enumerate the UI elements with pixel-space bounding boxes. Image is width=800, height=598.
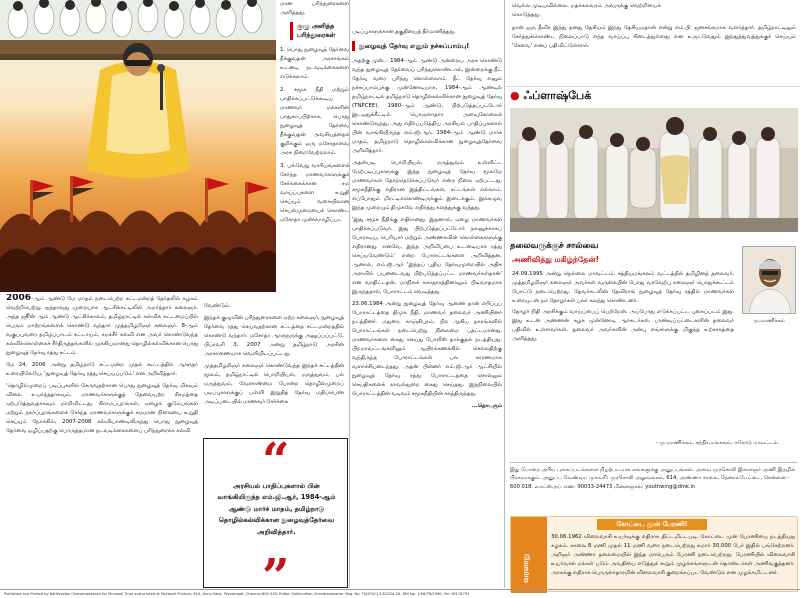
right-snippet-line-1: வெல்ல முடியவில்லை. மதக்கலவரம் அவருக்கு வெற்றியைக் [512, 3, 661, 9]
right-column [506, 0, 800, 598]
column-divider [504, 0, 505, 588]
right-top-snippet [512, 2, 796, 51]
right-snippet-line-3: தான் ஒரு தீவிர இந்து தனது தேசியம் இந்து தேசியமதான் என்று எம்.பி. ஜனசங்கமாக வளர்த்தார். தமிழ்நாட்டிலும் சேர்த்துக்கொண்ட நிலைப்பாடு எந்த வாய்ப்பு கிடைத்துள்ளது என உருட்டுவதும் இந்துத்துவத்துக்குச் செய்யும் 'சேவை' எனப் பதிவிட்டுள்ளார். [512, 25, 796, 49]
flashback-story [512, 270, 734, 460]
col3-top-fragment: படிப்புகளுக்கான தகுதியைத் தீர்மானித்தது. [352, 29, 456, 35]
col3-subhead: நுழைவுத் தேர்வு எனும் நச்சுப்பாம்பு! [352, 41, 502, 51]
imprint-footer: Published and Printed by Kathirvelan Chandrasekaran for Murasoli Trust and printed at Murasoli Printers, 614, Anna Salai, Teynampet, Chennai-600 018. Editor: Kathirvelan Chandrasekaran. Reg. No. TN/CH(C)/13/2024-26. RNI No. 1/46/TN/1960. Tel: 28176791 [0, 589, 800, 598]
author-portrait [742, 246, 796, 314]
submission-rules [510, 462, 798, 522]
photo-caption: தலைவருக்குச் சால்வை [510, 240, 599, 250]
photo-subcaption: அணிவித்து மகிழ்ந்தேன்! [512, 255, 600, 264]
col3-paragraph-3: 'இது சமூக நீதிக்கு எதிரானது. இதனால், ஏழை மாணவர்கள் பாதிக்கப்படுவர். இது பிற்படுத்தப்பட்டோர் நலனுக்காகப் போராடிய, பெரியார் மற்றும் அண்ணாவின் கொள்கைகளுக்கு எதிரானது. எனவே, இந்த அறிவிப்பை உடனடியாக ரத்து செய்யவேண்டும்' என்ற போராட்டங்களை அறிவித்தன. ஆனால், எம்.ஜி.ஆர் 'இந்தப் புதிய தேர்வுமுறையில் அதிக அளவில் பயனடைவது பிற்படுத்தப்பட்ட மாணவர்கள்தான்' என வாதிட்டதன், மாநிலச் சுகாதாரத்தினாலும் பிடிவாதமாக இருந்ததால், போராட்டம் வெடித்தது. [352, 217, 502, 295]
history-tab-label: வரலாறு [521, 553, 530, 583]
pull-quote-text: அரசியல் பாதிப்புகளால் பின் வாங்கியிருந்த எம்.ஜி.ஆர், 1984-ஆம் ஆண்டு மார்ச் மாதம், தமிழ்நாடு தொழில்கல்விக்கான நுழைவுத்தேர்வை அறிவித்தார். [217, 482, 336, 536]
col2-subhead: குழு அளித்த பரிந்துரைகள் [290, 22, 349, 40]
flashback-photo [510, 108, 798, 232]
lead-paragraph-2: மே 24, 2006 அன்று தமிழ்நாடு சட்டமன்ற முதல் கூட்டத்தில் ஆளுநர் உரையிலேயே, 'நுழைவுத் தேர்வு ரத்து செய்யப்படும்' என அறிவித்தார். [6, 362, 198, 377]
pull-quote [203, 433, 348, 598]
entrance-exam-history-column [352, 28, 502, 588]
portrait-label: மு.மாணிக்கம் [753, 318, 785, 324]
col2-top-paragraph: மான பரிந்துரைகளை அளித்தது. [280, 1, 349, 16]
history-box [510, 516, 798, 592]
flashback-logo-text: ஃப்ளாஷ்பேக் [523, 89, 592, 102]
protest-illustration [0, 0, 276, 292]
flashback-logo [510, 89, 591, 104]
history-title: கோட்டை முன் பேரணி! [597, 519, 707, 530]
history-text: 30.06.1962 விலைவாசி உயர்வுக்கு எதிராக திட்டமிட்டபடி, கோட்டை முன் பேரணியை நடத்தியது கழகம். காலை 8 மணி முதல் 11 மணி வரை நடைபெற்றது சுமார் 30,000 பேர் இதில் பங்கேற்றனர். அறிஞர் அண்ணா தலைமையில் இந்த மாபெரும் பேரணி நடைபெற்றது. பேரணியில் விலைவாசி உயர்வால் மக்கள் படும் அவதியை எடுத்துக் கூறும் முழக்கங்களுடன் தொண்டர்கள் அணிவகுத்தனர். அரசுக்கு எதிராக பொருளாதாரமின் விலைவாசி குறைக்கப்பட வேண்டும் என முழக்கமிட்டனர். [551, 534, 795, 576]
history-tab [511, 517, 547, 593]
flashback-header [506, 86, 800, 104]
col2-end-fragment: வேண்டும். [204, 303, 231, 309]
flashback-photo-drawing [510, 108, 798, 232]
column-divider [349, 0, 350, 588]
recommendations-column [280, 0, 349, 292]
continued-label: ...தொடரும் [471, 403, 502, 409]
col3-paragraph-4: 23.06.1984 அன்று நுழைவுத் தேர்வு ஆணை தான் எரிப்புப் போராட்டத்தை திமுக நீதி, மாணவர் தலைவர் அணியினர் நடத்தினர். மதுரை, காஞ்சிபுரம், பிற ஆகிய நகரங்களில் போராட்டங்கள் நடைபெற்று நிலைமை பதட்டமானது. மாணவர்களை கைது செய்து போலீஸ் தாக்குதல் நடத்தியது. பிறமாவட்டங்களிலும் ஆயிரக்கணக்கில் செல்லதிற்கு வந்திருந்த போராட்டங்கள் பல காரணமாக வளர்ச்சியடைந்தது. அதன் பின்னர் எம்.ஜி.ஆர் ஆட்சியில் நுழைவுத் தேர்வு ரத்து போராட்டத்தை சொல்லும் செய்திகளைக் காவல்துறை கைது செய்தது. இந்நிலையில் போராட்டத்தின் வடிவம் சமூகநீதியின் காத்திருந்தது. [352, 301, 502, 397]
flashback-dot-icon: ● [510, 89, 520, 102]
protest-illustration-drawing [0, 0, 276, 292]
col3-paragraph-2: அதன்படி, பொறியியல், மருத்துவம் உள்ளிட்ட மேற்படிப்புகளுக்கு இந்த நுழைவுத் தேர்வு மூலமே மாணவர்கள் தேர்ந்தெடுக்கப்படுவர் என்ற நிலை ஏற்பட்டது. சமூகநீதிக்கு எதிரான இத்திட்டங்கள், சட்டங்கள் எல்லாம், எப்போதும் மிரட்டிக்கொண்டிருக்கும் இடைக்கும், இக்கழுவ இந்த முறையும் திமுகவே எதிர்த்து களத்துக்கு வந்தது. [352, 160, 502, 211]
flash-paragraph-1: 24.09.1995 அன்று நெல்லை மாவட்டம், சத்தியமங்கலம் வட்டத்தில் தமிழினத் தலைவர், முத்தமிழறிஞர் கலைஞர் அவர்கள் வருகையின் போது வரவேற்பு கலைஞர் பொதுக்கூட்டம் போட்டு நடைபெற்றது. தேவர்கடலின் தேவிராங் நுழைவுத் தேர்வு ரத்தில் மாணவர்கள் உரையுடன் நம் தோழர்கள் பலர் கலந்து கொண்டனர். [512, 271, 734, 304]
recommendation-3: 3. பல்வேறு வாரியங்களைச் சேர்ந்த மாணவர்களுக்குச் சேர்க்கைக்கான சம வாய்ப்புகளை உறுதி செய்யும் வகையிலான செயல்முறையைக் கொண்ட மசோதா முன்மொழிப்பட [280, 163, 349, 223]
col3-paragraph-1: அதற்கு முன்... 1984-ஆம் ஆண்டு அன்றைய அரசு கொண்டு வந்த நுழைவுத் தேர்வைப் புரிந்துகொண்டால், இன்றைக்கு நீட் தேர்வு வரை புரிந்து கொள்ளலாம். நீட் தேர்வு எனும் நச்சுப்பாம்புக்கு முன்னோடியாக, 1984-ஆம் ஆண்டில் தமிழ்நாட்டில் தமிழ்நாடு தொழில்கல்விக்கான நுழைவுத் தேர்வு (TNPCEE). 1980-ஆம் ஆண்டு, பிற்படுத்தப்பட்டோர் இடஒதுக்கீட்டில் பொருளாதார அளவுகோலைக் கொண்டுவந்து, அது எதிர்ப்படுத்திய அரசியல் பாதிப்புகளால் பின் வாங்கியிருந்த எம்.ஜி.ஆர், 1984-ஆம் ஆண்டு மார்ச் மாதம், தமிழ்நாடு தொழில்கல்விக்கான நுழைவுத்தேர்வை அறிவித்தார். [352, 58, 502, 154]
flashback-signature: - மு.மாணிக்கம், சத்தியமங்கலம், ஈரோடு மாவட்டம். [656, 440, 780, 446]
mid-paragraph-2: முத்தமிழறிஞர் கலைஞர் கொண்டுவந்த இந்தச் சட்டத்தின் மூலம், தமிழ்நாட்டில் பொறியியல், மருத்துவம், பல் மருத்துவம், வேளாண்மை போன்ற தொழில்முறைப் படிப்புகளுக்குப் பள்ளி இறுதித் தேர்வு மதிப்பெண் அடிப்படையில் மாணவர் சேர்க்கை [204, 363, 344, 405]
lead-article-text [6, 294, 198, 582]
recommendation-2: 2. சமூக நீதி மற்றும் பாதிக்கப்பட்டுக்கூடிய மாணவர் மக்களின் பாதுகாப்பிற்காக, பொது நுழைவுத் தேர்வை நீக்குவதன் அவசியத்தைக் குறிக்கும் ஒரு மசோதாவை அரசு நிறைவேற்றலாம். [280, 87, 349, 156]
author-portrait-drawing [743, 247, 796, 314]
lead-paragraph-1-text: -ஆம் ஆண்டு மே மாதம் நடைபெற்ற சட்டமன்றத் தேர்தலில் கழகம் வெற்றிபெற்று, ஐந்தாவது முறையாக ஆட்சிக்கட்டிலில் அமர்ந்தார் கலைஞர். அந்த ஜூன் ஆம் ஆண்டு ஆட்சிக்காலம், தமிழ்நாட்டில் கல்விக் கட்டமைப்பில் பெரும் மாற்றங்களைக் கொண்டு வந்தார் முத்தமிழறிஞர் கலைஞர். 8-ஆம் வகுப்புவரை தமிழ்ப்பாடம் கட்டாயம், சமச்சீர் கல்வி என அவர் கொண்டுவந்த கல்விக்கொள்கைச் சீர்திருத்தங்களில் முக்கியமானது தொழில்கல்விக்கான பொது நுழைவுத் தேர்வு ரத்து சட்டம். [6, 296, 198, 356]
mid-paragraph-1: இந்தக் குழுவின் பரிந்துரைகளை ஏற்ற கலைஞர், நுழைவுத் தேர்வை ரத்து செய்வதற்கான சட்டத்தை சட்டமன்றத்தில் கொண்டு வந்தார். மசோதா ஆளுநருக்கு அனுப்பப்பட்டு, பிப்ரவரி 3, 2007 அன்று தமிழ்நாடு அரசின் அரசாணையாக வெளியிடப்பட்டது. [204, 315, 344, 357]
flash-paragraph-2: தோழர் நிதி அரசிக்கும் வாய்ப்பைப் பெற்றேன். அப்போது எடுக்கப்பட்ட புகைப்படம் இது. இது உடன் அண்ணன் கழக முன்னோடி ஆர்சுடர்கள், பாண்டிப்பட்டைகளின் தலைவர் பதிவில் உள்ளவர்கள். தலைவர் அவர்களின் அன்பு எங்களுக்கு மிகுந்த உற்சாகத்தை அளித்தது. [512, 309, 734, 342]
lead-year: 2006 [6, 294, 32, 303]
lead-paragraph-3: 'தொழில்முறைப் படிப்புகளில் சேருவதற்கான பொது நுழைவுத் தேர்வு மிகவும் விலை உயர்ந்ததாகவும், மாணவர்களுக்குத் தேவையற்ற சிரமத்தை ஏற்படுத்துவதாகவும் மாறிவிட்டது. கிராமப்புறங்கள், ஏழைக் குடும்பங்கள் மற்றும் நகர்ப்புறங்களைச் சேர்ந்த மாணவர்களுக்குச் சமமான நிலையை உறுதி செய்யும் நோக்கில், 2007-2008 கல்வியாண்டிலிருந்து பொது நுழைவுத் தேர்வை ஒழிப்பதற்கு பொருத்தமான நடவடிக்கைகளைப் பரிந்துரைக்க கல்வி [6, 383, 198, 434]
right-snippet-line-2: கொடுத்தது. [512, 12, 541, 18]
rules-text: இது போன்ற அரிய புகைப்படங்களை நிழற்படமாக எங்களுக்கு அனுப்புங்கள். அவை முரசொலி இளைஞர் அணி இதழில் பிரசுரமாகும். அனுப்ப வேண்டிய முகவரி: முரசொலி அலுவலகம், 614, அண்ணா சாலை, தேனாம்பேட்டை, சென்னை - 600 018. வாட்ஸ்அப் எண்: 90033-24473 மின்னஞ்சல்: youthwing@dmk.in [510, 467, 796, 490]
lead-paragraph-1 [6, 294, 198, 358]
open-quote-mark: “ [262, 433, 290, 489]
recommendation-1: 1. பொது நுழைவுத் தேர்வை நீக்குவதன் அரசாங்கம் உடனடி நடவடிக்கைகளை எடுக்கலாம். [280, 47, 349, 80]
close-quote-mark: ” [262, 549, 290, 598]
law-passage-text [204, 302, 344, 434]
